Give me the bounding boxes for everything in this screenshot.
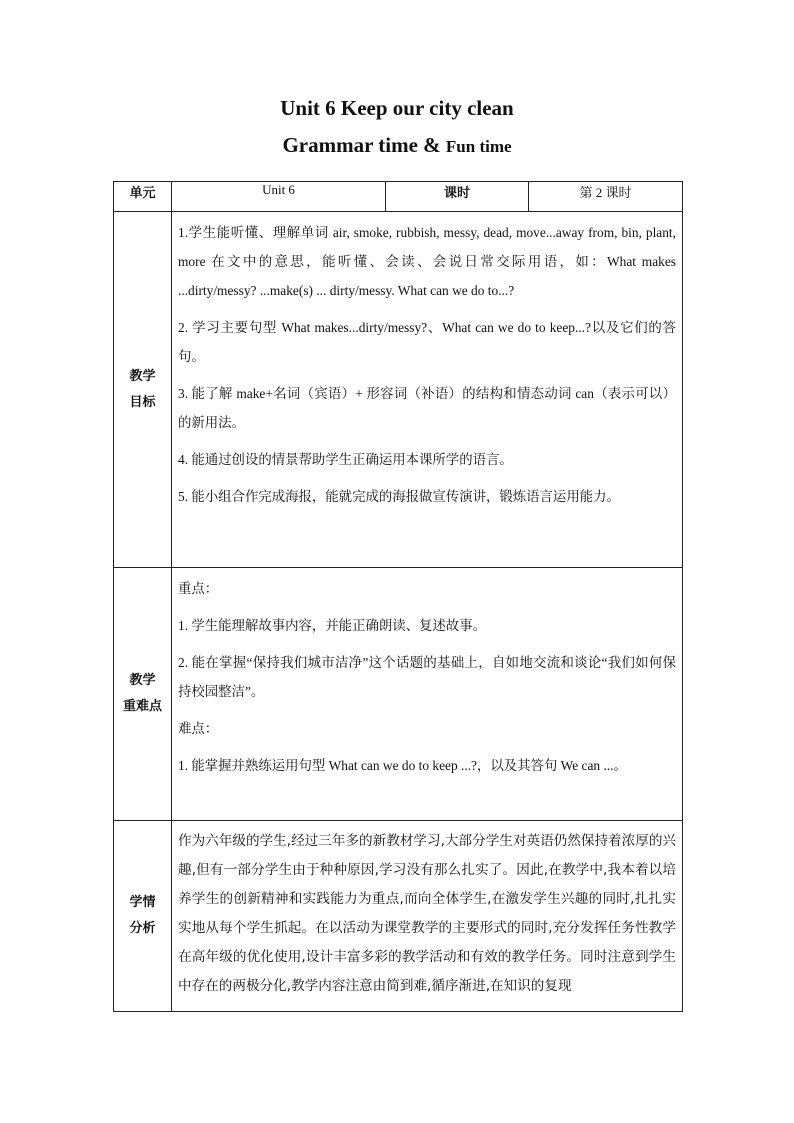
objectives-content bbox=[172, 212, 683, 568]
objectives-row bbox=[114, 212, 683, 568]
difficult-heading: 难点： bbox=[178, 721, 219, 736]
lesson-value: 第 2 课时 bbox=[529, 182, 683, 212]
analysis-content: 作为六年级的学生,经过三年多的新教材学习,大部分学生对英语仍然保持着浓厚的兴趣,但有一部分学生由于种种原因,学习没有那么扎实了。因此,在教学中,我本着以培养学生的创新精神和实践能力为重点,而向全体学生,在激发学生兴趣的同时,扎扎实实地从每个学生抓起。在以活动为课堂教学的主要形式的同时,充分发挥任务性教学在高年级的优化使用,设计丰富多彩的教学活动和有效的教学任务。同时注意到学生中存在的两极分化,教学内容注意由简到难,循序渐进,在知识的复现 bbox=[172, 821, 683, 1012]
analysis-label-line2: 分析 bbox=[129, 921, 156, 936]
objective-item: 3. 能了解 make+名词（宾语）+ 形容词（补语）的结构和情态动词 can（表示可以）的新用法。 bbox=[178, 386, 676, 430]
objective-item: 5. 能小组合作完成海报，能就完成的海报做宣传演讲，锻炼语言运用能力。 bbox=[178, 489, 620, 504]
lesson-plan-table bbox=[113, 181, 683, 1012]
objective-item: 2. 学习主要句型 What makes...dirty/messy?、What can we do to keep...?以及它们的答句。 bbox=[178, 320, 676, 364]
key-points-label-line1: 教学 bbox=[129, 673, 156, 688]
document-title: Unit 6 Keep our city clean bbox=[280, 96, 514, 120]
unit-value: Unit 6 bbox=[172, 182, 386, 212]
analysis-label bbox=[114, 821, 172, 1012]
key-item: 1. 学生能理解故事内容，并能正确朗读、复述故事。 bbox=[178, 618, 486, 633]
key-points-row bbox=[114, 568, 683, 821]
difficult-item: 1. 能掌握并熟练运用句型 What can we do to keep ...?，以及其答句 We can ...。 bbox=[178, 758, 627, 773]
objective-item: 4. 能通过创设的情景帮助学生正确运用本课所学的语言。 bbox=[178, 452, 513, 467]
key-points-label-line2: 重难点 bbox=[122, 699, 162, 714]
objectives-label-line1: 教学 bbox=[129, 368, 156, 384]
subtitle-main: Grammar time & bbox=[282, 133, 446, 157]
key-points-content bbox=[172, 568, 683, 821]
lesson-label: 课时 bbox=[386, 182, 529, 212]
objectives-label-line2: 目标 bbox=[129, 394, 156, 410]
subtitle-small: Fun time bbox=[445, 137, 512, 156]
header-row bbox=[114, 182, 683, 212]
objective-item: 1.学生能听懂、理解单词 air, smoke, rubbish, messy, dead, move...away from, bin, plant, more 在文中的意思，能听懂、会读、会说日常交际用语，如：What makes ...dirty/messy? ...make(s) ... dirty/messy. What can we do to...? bbox=[178, 225, 676, 298]
key-points-label bbox=[114, 568, 172, 821]
key-heading: 重点： bbox=[178, 581, 219, 596]
analysis-row bbox=[114, 821, 683, 1012]
key-item: 2. 能在掌握“保持我们城市洁净”这个话题的基础上，自如地交流和谈论“我们如何保持校园整洁”。 bbox=[178, 655, 676, 699]
unit-label: 单元 bbox=[114, 182, 172, 212]
objectives-label bbox=[114, 212, 172, 568]
document-subtitle bbox=[0, 133, 794, 158]
analysis-label-line1: 学情 bbox=[129, 895, 156, 910]
